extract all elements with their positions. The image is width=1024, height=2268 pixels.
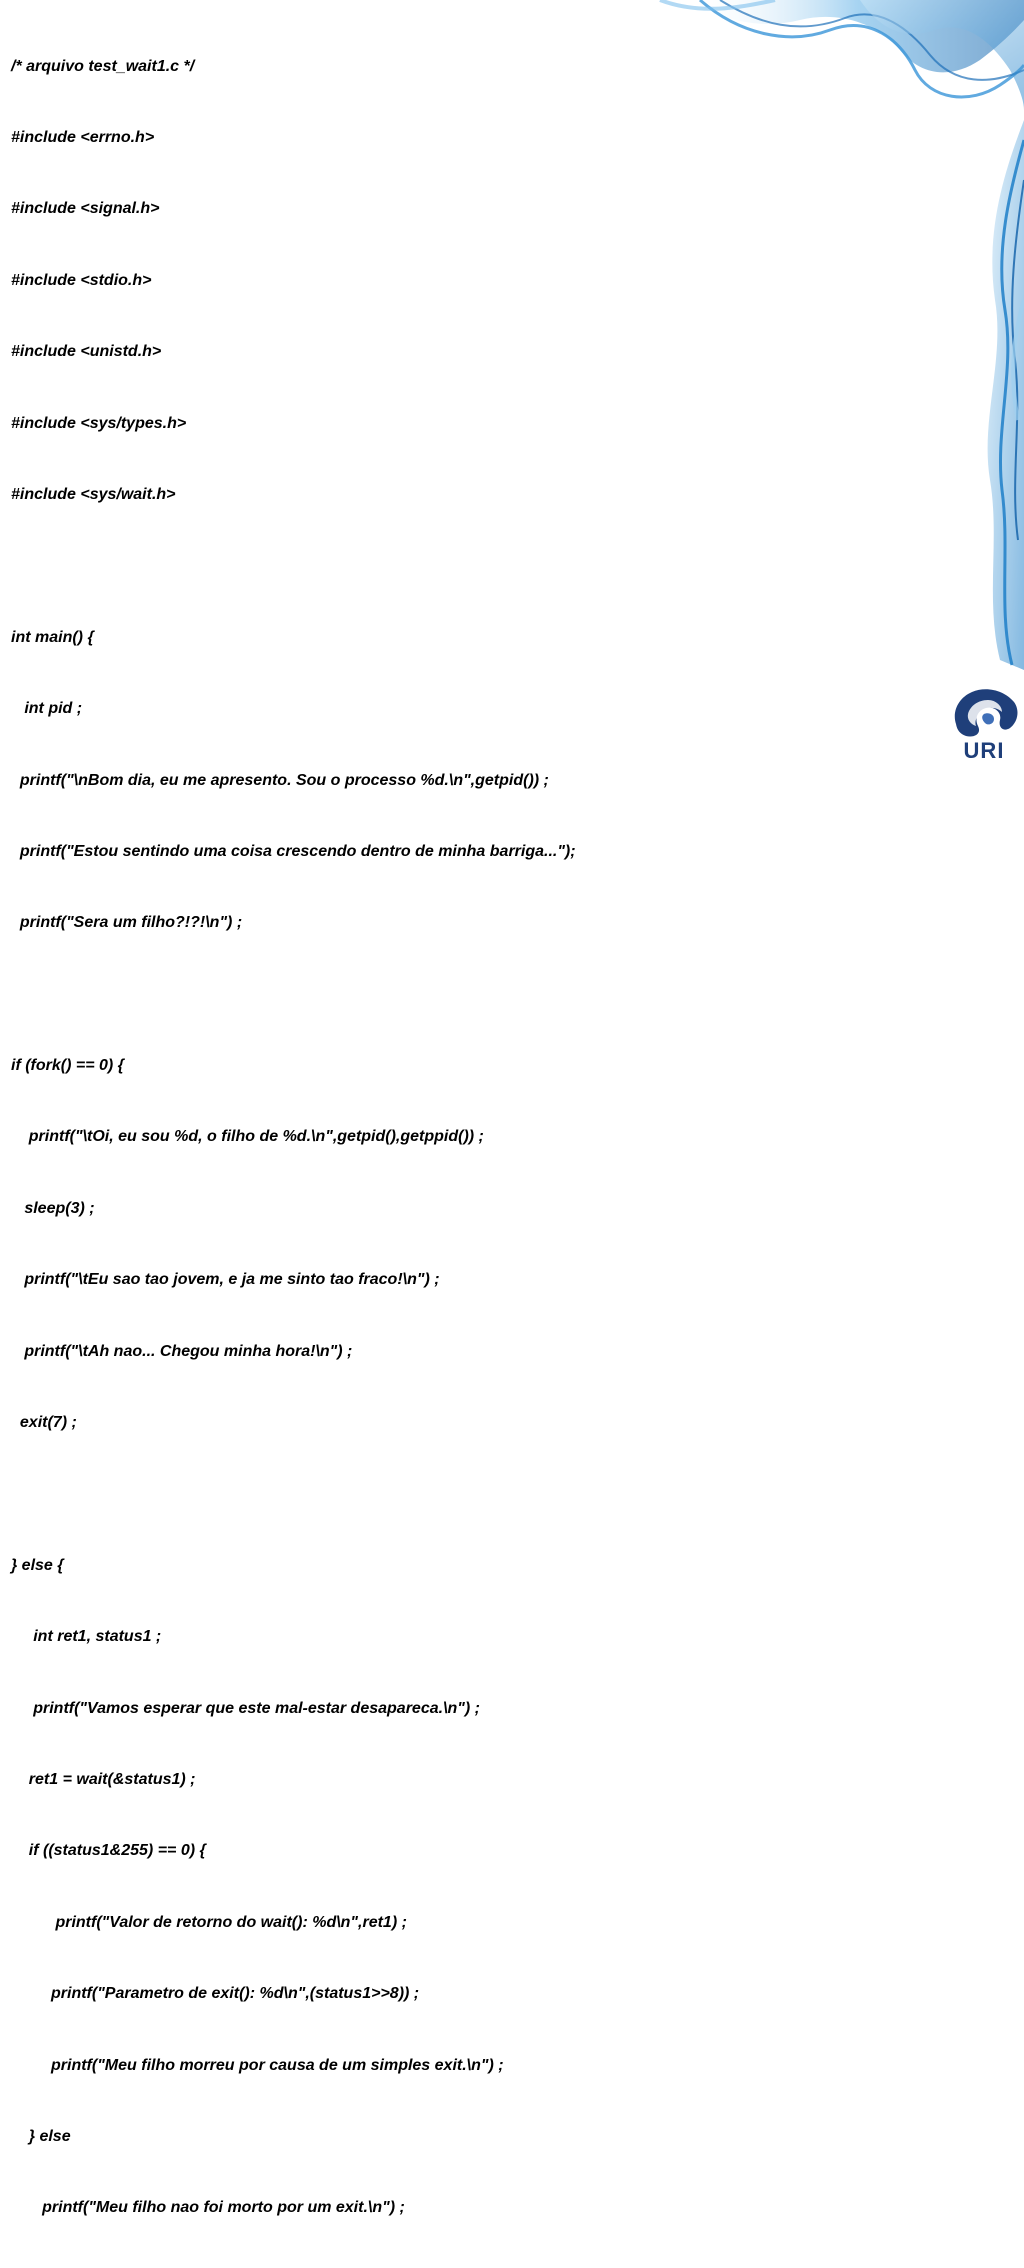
uri-emblem-icon: [944, 684, 1024, 742]
code-line: [11, 554, 576, 578]
code-line: if (fork() == 0) {: [11, 1057, 124, 1075]
code-line: ret1 = wait(&status1) ;: [11, 1770, 196, 1788]
code-line: printf("Meu filho morreu por causa de um simples exit.\n") ;: [11, 2056, 504, 2074]
code-line: sleep(3) ;: [11, 1199, 95, 1217]
code-line: printf("Meu filho nao foi morto por um exit.\n") ;: [11, 2199, 405, 2217]
code-line: printf("Parametro de exit(): %d\n",(status1>>8)) ;: [11, 1985, 420, 2003]
code-line: printf("\tAh nao... Chegou minha hora!\n") ;: [11, 1342, 353, 1360]
code-line: printf("Sera um filho?!?!\n") ;: [11, 914, 243, 932]
code-line: #include <sys/wait.h>: [11, 485, 176, 503]
code-line: } else {: [11, 1556, 64, 1574]
code-line: printf("\nBom dia, eu me apresento. Sou o processo %d.\n",getpid()) ;: [11, 771, 549, 789]
code-line: printf("\tOi, eu sou %d, o filho de %d.\n",getpid(),getppid()) ;: [11, 1128, 484, 1146]
code-line: int main() {: [11, 628, 94, 646]
code-line: int pid ;: [11, 700, 83, 718]
code-line: if ((status1&255) == 0) {: [11, 1842, 206, 1860]
code-line: printf("Vamos esperar que este mal-estar desapareca.\n") ;: [11, 1699, 480, 1717]
code-line: printf("Estou sentindo uma coisa crescendo dentro de minha barriga...");: [11, 842, 576, 860]
code-line: exit(7) ;: [11, 1414, 77, 1432]
uri-logo: [944, 684, 1024, 768]
code-line: #include <errno.h>: [11, 128, 155, 146]
code-line: } else: [11, 2127, 71, 2145]
code-line: int ret1, status1 ;: [11, 1628, 162, 1646]
code-line: /* arquivo test_wait1.c */: [11, 57, 195, 75]
code-listing: [11, 7, 576, 2268]
uri-logo-text: URI: [963, 738, 1005, 763]
code-line: printf("Valor de retorno do wait(): %d\n",ret1) ;: [11, 1913, 407, 1931]
code-line: printf("\tEu sao tao jovem, e ja me sinto tao fraco!\n") ;: [11, 1271, 440, 1289]
code-line: #include <signal.h>: [11, 200, 160, 218]
code-line: #include <sys/types.h>: [11, 414, 187, 432]
code-line: [11, 983, 576, 1007]
code-line: #include <unistd.h>: [11, 343, 162, 361]
code-line: #include <stdio.h>: [11, 271, 152, 289]
code-line: [11, 1482, 576, 1506]
